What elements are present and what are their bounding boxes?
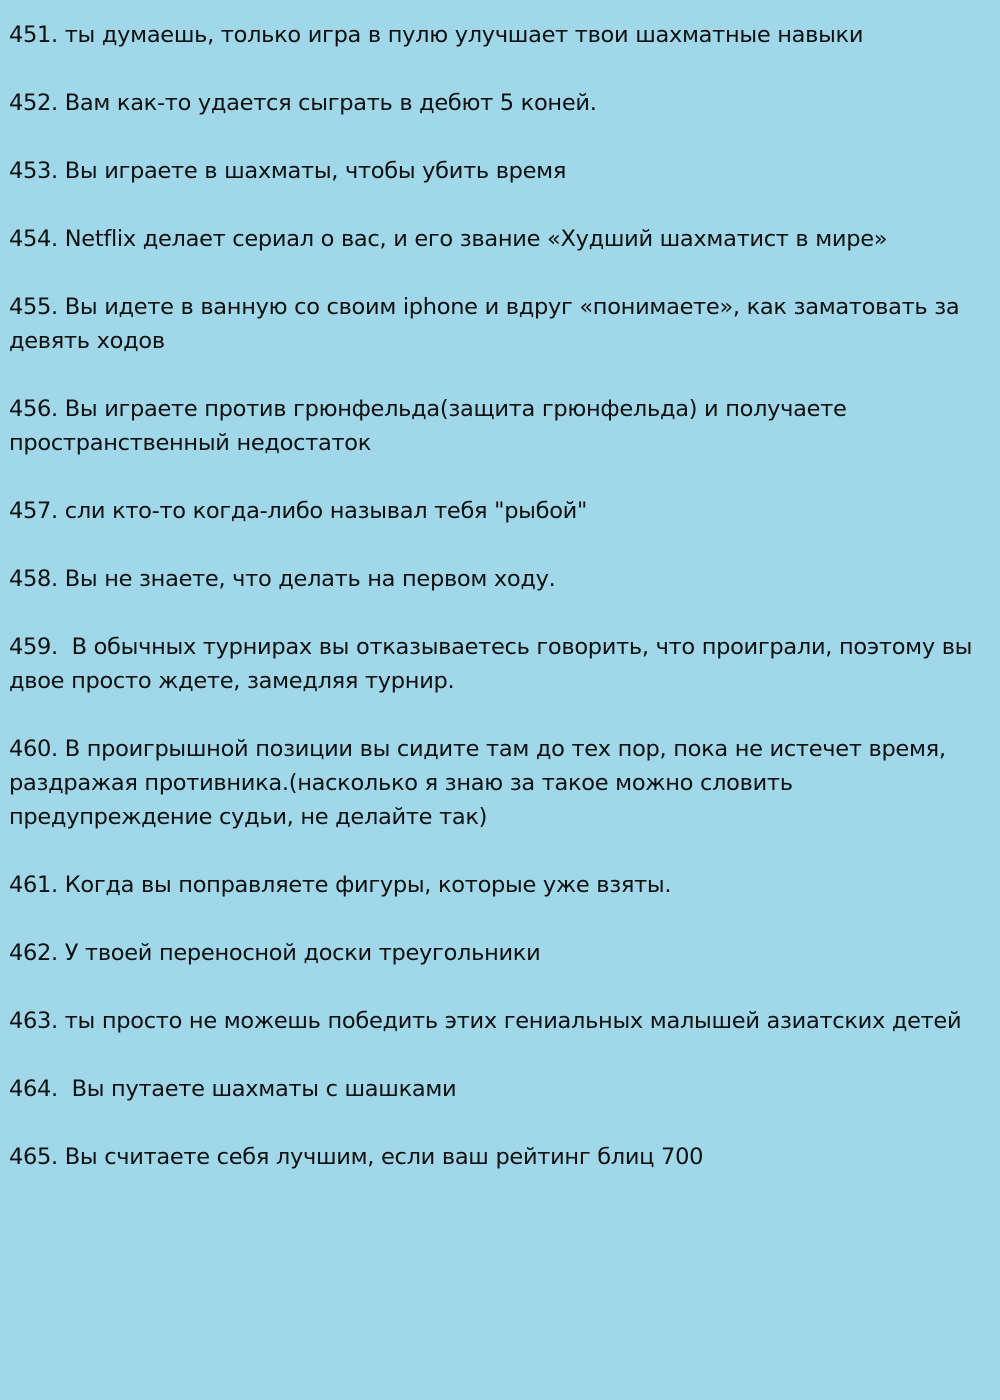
entry-list xyxy=(9,18,988,1174)
entry-451: 451. ты думаешь, только игра в пулю улучшает твои шахматные навыки xyxy=(9,22,864,48)
entry-459: 459. В обычных турнирах вы отказываетесь говорить, что проиграли, поэтому вы двое просто ждете, замедляя турнир. xyxy=(9,634,980,694)
entry-458: 458. Вы не знаете, что делать на первом ходу. xyxy=(9,566,556,592)
entry-463: 463. ты просто не можешь победить этих гениальных малышей азиатских детей xyxy=(9,1008,962,1034)
entry-464: 464. Вы путаете шахматы с шашками xyxy=(9,1076,457,1102)
entry-455: 455. Вы идете в ванную со своим iphone и вдруг «понимаете», как заматовать за девять ходов xyxy=(9,294,967,354)
entry-461: 461. Когда вы поправляете фигуры, которые уже взяты. xyxy=(9,872,672,898)
entry-454: 454. Netflix делает сериал о вас, и его звание «Худший шахматист в мире» xyxy=(9,226,888,252)
entry-462: 462. У твоей переносной доски треугольники xyxy=(9,940,541,966)
entry-453: 453. Вы играете в шахматы, чтобы убить время xyxy=(9,158,567,184)
entry-460: 460. В проигрышной позиции вы сидите там до тех пор, пока не истечет время, раздражая противника.(насколько я знаю за такое можно словить предупреждение судьи, не делайте так) xyxy=(9,736,953,830)
entry-457: 457. сли кто-то когда-либо называл тебя "рыбой" xyxy=(9,498,588,524)
entry-452: 452. Вам как-то удается сыграть в дебют 5 коней. xyxy=(9,90,597,116)
entry-465: 465. Вы считаете себя лучшим, если ваш рейтинг блиц 700 xyxy=(9,1144,704,1170)
entry-456: 456. Вы играете против грюнфельда(защита грюнфельда) и получаете пространственный недостаток xyxy=(9,396,854,456)
